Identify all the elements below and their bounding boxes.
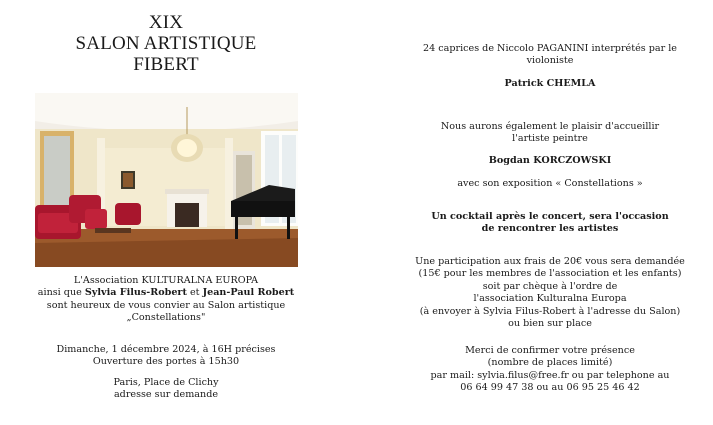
intro-line: Nous aurons également le plaisir d'accueillir [440, 121, 660, 132]
event-date [20, 344, 312, 369]
title-line: FIBERT [133, 54, 199, 75]
date-line: Dimanche, 1 décembre 2024, à 16H précises [56, 344, 276, 355]
artist-intro [395, 121, 705, 146]
salon-photo [35, 93, 298, 267]
participation-line: Une participation aux frais de 20€ vous sera demandée [415, 256, 685, 267]
rsvp-line: Merci de confirmer votre présence [465, 345, 635, 356]
host-name-2: Jean-Paul Robert [202, 287, 295, 299]
title-line: SALON ARTISTIQUE [75, 33, 257, 54]
participation-line: l'association Kulturalna Europa [473, 293, 627, 305]
place-line: Paris, Place de Clichy [113, 377, 219, 388]
host-line [20, 287, 312, 299]
rsvp-contact: par mail: sylvia.filus@free.fr ou par telephone au [430, 369, 670, 381]
left-column [20, 0, 312, 401]
program-line: violoniste [526, 55, 574, 67]
host-text: ainsi que [37, 287, 85, 299]
program-line: 24 caprices de Niccolo PAGANINI interprétés par le [423, 43, 677, 54]
rsvp-line: (nombre de places limité) [487, 357, 613, 369]
rsvp-phones: 06 64 99 47 38 ou au 06 95 25 46 42 [460, 382, 640, 394]
host-intro [20, 275, 312, 325]
host-name-1: Sylvia Filus-Robert [84, 287, 187, 299]
host-line: L'Association KULTURALNA EUROPA [73, 275, 259, 286]
rsvp-info [395, 345, 705, 395]
participation-line: ou bien sur place [508, 318, 592, 330]
exhibition-line: avec son exposition « Constellations » [457, 178, 643, 189]
participation-info [395, 256, 705, 330]
concert-program [395, 43, 705, 68]
salon-title [20, 12, 312, 75]
intro-line: l'artiste peintre [512, 133, 588, 145]
painter-name: Bogdan KORCZOWSKI [488, 155, 612, 166]
participation-line: (15€ pour les membres de l'association et les enfants) [418, 268, 682, 280]
cocktail-line: de rencontrer les artistes [481, 223, 619, 235]
participation-line: soit par chèque à l'ordre de [482, 280, 618, 292]
participation-line: (à envoyer à Sylvia Filus-Robert à l'adresse du Salon) [419, 305, 681, 317]
cocktail-notice [395, 211, 705, 236]
salon-interior-image [35, 93, 298, 267]
host-line: sont heureux de vous convier au Salon artistique [46, 299, 286, 311]
host-line: „Constellations" [126, 312, 206, 324]
address-line: adresse sur demande [113, 389, 219, 401]
title-line: XIX [148, 12, 184, 33]
event-place [20, 377, 312, 402]
cocktail-line: Un cocktail après le concert, sera l'occasion [431, 211, 669, 222]
doors-line: Ouverture des portes à 15h30 [92, 356, 240, 368]
host-text: et [186, 287, 203, 299]
violinist-name: Patrick CHEMLA [504, 78, 596, 89]
